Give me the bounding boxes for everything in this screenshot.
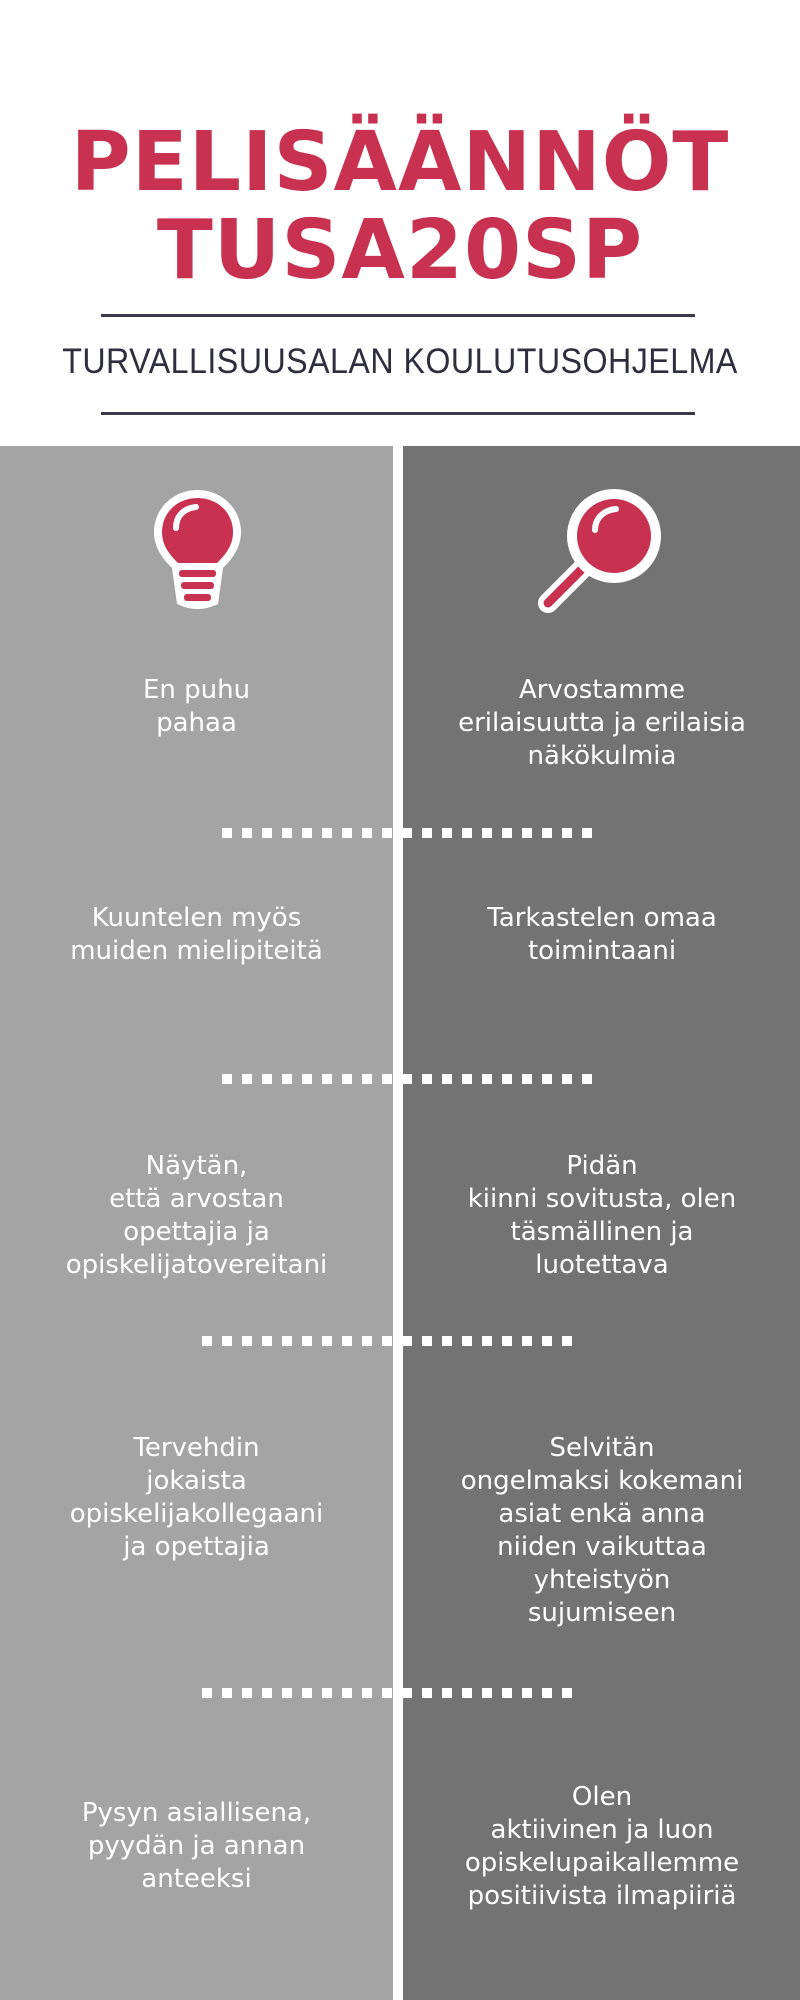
dotted-separator	[222, 1074, 606, 1084]
rule-left-3: Näytän, että arvostan opettajia ja opiskelijatovereitani	[65, 1151, 328, 1280]
rule-left-4: Tervehdin jokaista opiskelijakollegaani ja opettajia	[69, 1433, 324, 1562]
divider-bottom	[101, 412, 695, 415]
dotted-separator	[202, 1336, 586, 1346]
lightbulb-icon	[150, 486, 245, 616]
rule-left-2: Kuuntelen myös muiden mielipiteitä	[70, 903, 323, 966]
rule-right-4: Selvitän ongelmaksi kokemani asiat enkä anna niiden vaikuttaa yhteistyön sujumiseen	[460, 1433, 744, 1628]
magnifying-glass-icon	[532, 484, 667, 619]
page-subtitle: TURVALLISUUSALAN KOULUTUSOHJELMA	[62, 342, 738, 381]
rule-left-1: En puhu pahaa	[142, 675, 251, 738]
dotted-separator	[202, 1688, 586, 1698]
rule-left-5: Pysyn asiallisena, pyydän ja annan anteeksi	[81, 1798, 312, 1894]
rule-right-5: Olen aktiivinen ja luon opiskelupaikallemme positiivista ilmapiiriä	[464, 1782, 740, 1911]
page-title-line-1: PELISÄÄNNÖT	[70, 115, 730, 210]
rule-right-3: Pidän kiinni sovitusta, olen täsmällinen ja luotettava	[467, 1151, 737, 1280]
page-title-line-2: TUSA20SP	[156, 203, 644, 298]
rule-right-2: Tarkastelen omaa toimintaani	[487, 903, 717, 966]
rule-right-1: Arvostamme erilaisuutta ja erilaisia näkökulmia	[458, 675, 746, 771]
dotted-separator	[222, 828, 606, 838]
header	[0, 0, 800, 446]
divider-top	[101, 314, 695, 317]
